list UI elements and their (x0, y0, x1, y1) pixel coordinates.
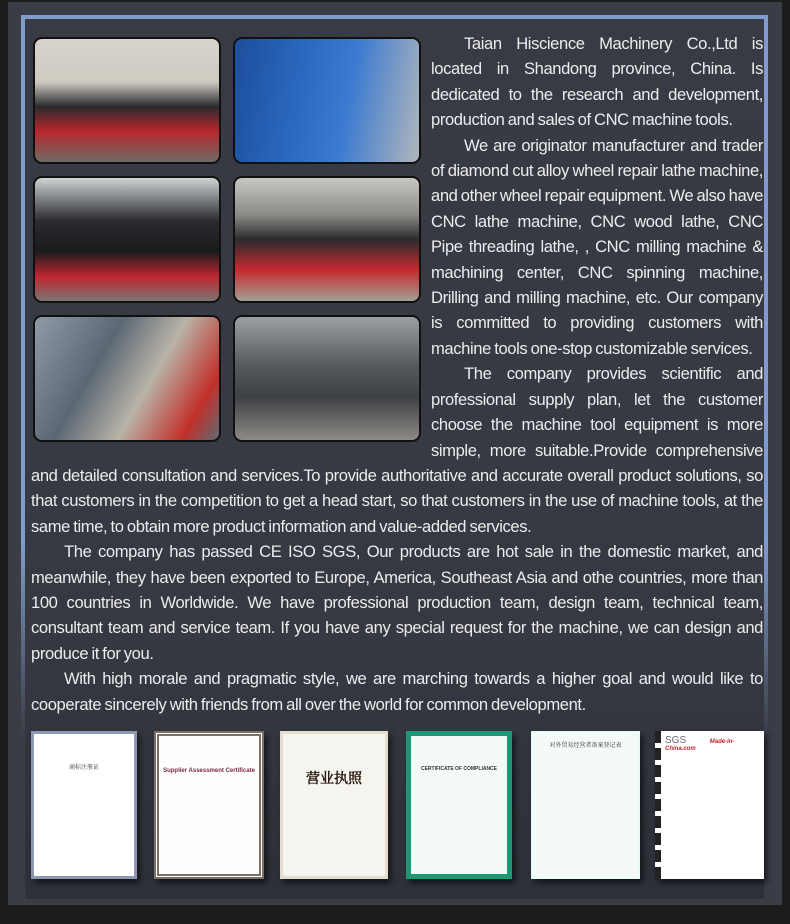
paragraph-goal: With high morale and pragmatic style, we are marching towards a higher goal and would like to cooperate sincerely with friends from all over the world for common development. (31, 669, 763, 714)
factory-photo-machines-row (33, 176, 221, 303)
factory-photo-wheel-lathes-blue (233, 37, 421, 164)
sgs-logo: SGS (665, 735, 687, 746)
paragraph-services: The company provides scientific and professional supply plan, let the customer choose the machine tool equipment is more simple, more suitable.Provide comprehensive and detailed consultation and services.To provide authoritative and accurate overall product solutions, so that customers in the competition to get a head start, so that customers in the use of machine tools, at the same time, to obtain more product information and value-added services. (31, 364, 763, 536)
company-intro (31, 31, 763, 717)
factory-photo-machine-beds (233, 315, 421, 442)
paragraph-intro: Taian Hiscience Machinery Co.,Ltd is located in Shandong province, China. Is dedicated to the research and development, production and sales of CNC machine tools. (431, 34, 763, 130)
certificate-title: 营业执照 (306, 770, 362, 786)
certificate-ce-compliance (406, 731, 512, 879)
certificate-title: Supplier Assessment Certificate (163, 768, 255, 774)
paragraph-products: We are originator manufacturer and trader of diamond cut alloy wheel repair lathe machine, and other wheel repair equipment. We also have CNC lathe machine, CNC wood lathe, CNC Pipe threading lathe, , CNC milling machine & machining center, CNC spinning machine, Drilling and milling machine, etc. Our company is committed to providing customers with machine tools one-stop customizable services. (431, 135, 763, 358)
made-in-china-logo: Made-in-China.com (665, 739, 735, 752)
factory-photo-grid (31, 31, 431, 449)
certificate-gallery (0, 731, 790, 881)
certificate-sgs (655, 731, 764, 879)
certificate-title: 对外贸易经营者备案登记表 (549, 743, 622, 749)
factory-photo-wheel-lathes-red (33, 37, 221, 164)
certificate-foreign-trade (531, 731, 640, 879)
certificate-business-license (280, 731, 388, 879)
certificate-supplier-assessment (154, 731, 264, 879)
certificate-title: CERTIFICATE OF COMPLIANCE (420, 766, 497, 772)
factory-photo-machines-workshop (233, 176, 421, 303)
certificate-trademark (31, 731, 137, 879)
factory-photo-worker-assembly (33, 315, 221, 442)
certificate-title: 商标注册证 (68, 765, 99, 771)
paragraph-certifications: The company has passed CE ISO SGS, Our products are hot sale in the domestic market, and meanwhile, they have been exported to Europe, America, Southeast Asia and othe countries, more than 100 countries in Worldwide. We have professional production team, design team, technical team, consultant team and service team. If you have any special request for the machine, we can design and produce it for you. (31, 542, 763, 663)
